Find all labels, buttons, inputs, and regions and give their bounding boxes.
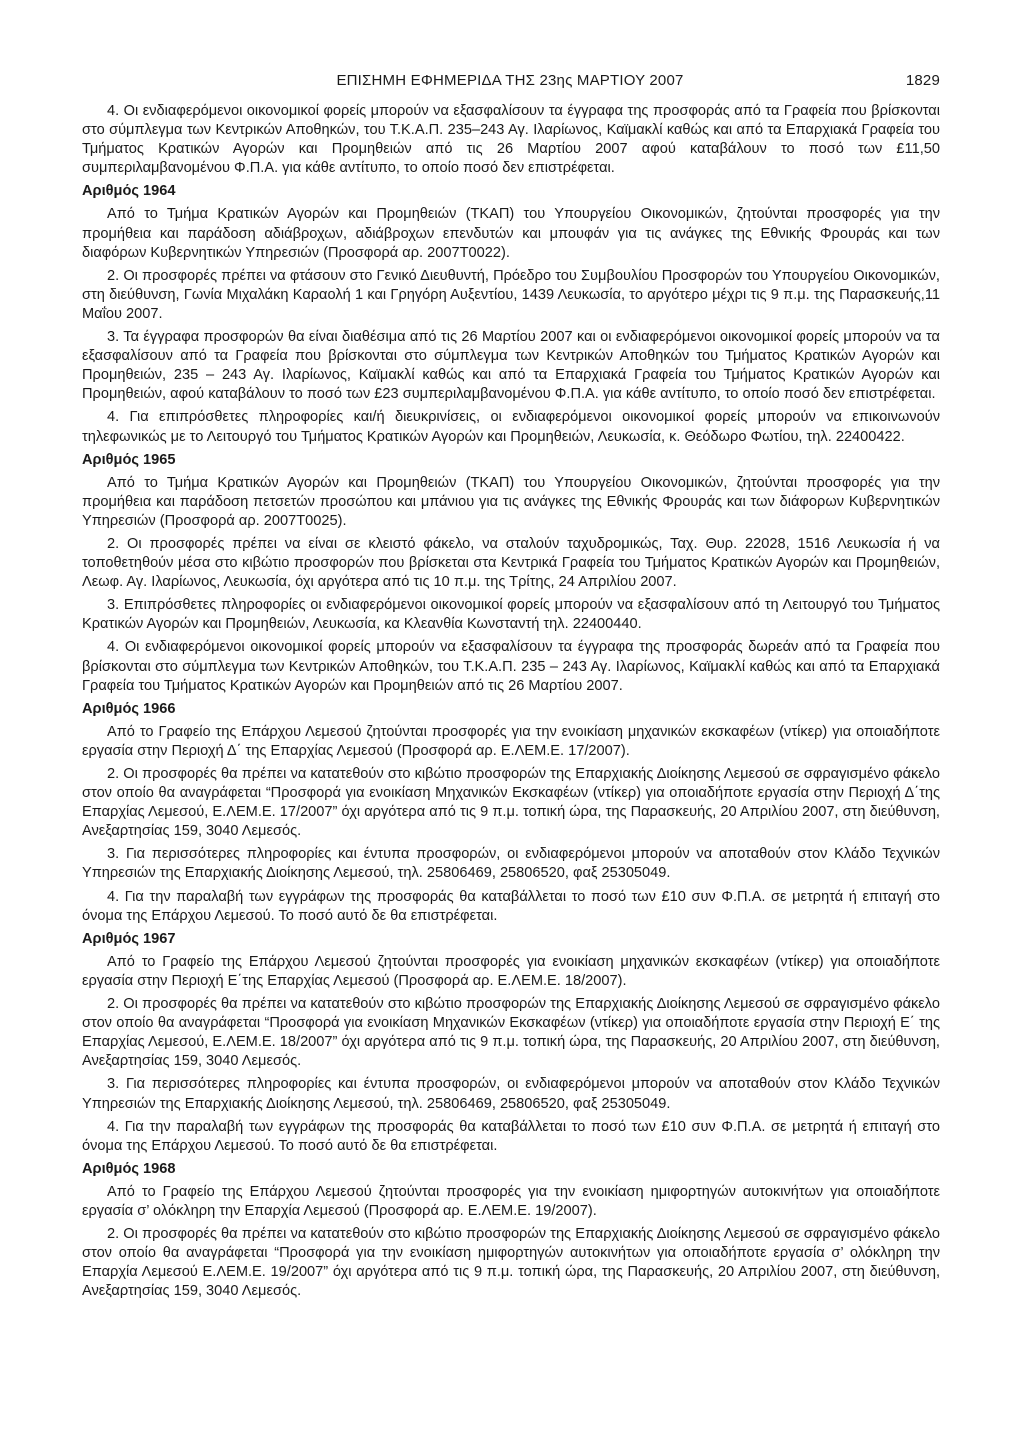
notice-heading: Αριθμός 1966 <box>82 700 176 717</box>
gazette-title: ΕΠΙΣΗΜΗ ΕΦΗΜΕΡΙΔΑ ΤΗΣ 23ης ΜΑΡΤΙΟΥ 2007 <box>336 72 684 89</box>
paragraph: 4. Οι ενδιαφερόμενοι οικονομικοί φορείς μπορούν να εξασφαλίσουν τα έγγραφα της προσφοράς δωρεάν από τα Γραφεία που βρίσκονται στο σύμπλεγμα των Κεντρικών Αποθηκών, του Τ.Κ.Α.Π. 235 – 243 Αγ. Ιλαρίωνος, Καϊμακλί καθώς και από τα Επαρχιακά Γραφεία του Τμήματος Κρατικών Αγορών και Προμηθειών από τις 26 Μαρτίου 2007. <box>82 639 940 694</box>
paragraph: 4. Για την παραλαβή των εγγράφων της προσφοράς θα καταβάλλεται το ποσό των £10 συν Φ.Π.Α. σε μετρητά ή επιταγή στο όνομα της Επάρχου Λεμεσού. Το ποσό αυτό δε θα επιστρέφεται. <box>82 888 940 924</box>
paragraph: Από το Γραφείο της Επάρχου Λεμεσού ζητούνται προσφορές για ενοικίαση μηχανικών εκσκαφέων (ντίκερ) για οποιαδήποτε εργασία στην Περιοχή Ε΄της Επαρχίας Λεμεσού (Προσφορά αρ. Ε.ΛΕΜ.Ε. 18/2007). <box>82 953 940 989</box>
notice-heading: Αριθμός 1965 <box>82 451 176 468</box>
notice-heading: Αριθμός 1967 <box>82 930 176 947</box>
paragraph: Από το Γραφείο της Επάρχου Λεμεσού ζητούνται προσφορές για την ενοικίαση μηχανικών εκσκαφέων (ντίκερ) για οποιαδήποτε εργασία στην Περιοχή Δ΄ της Επαρχίας Λεμεσού (Προσφορά αρ. Ε.ΛΕΜ.Ε. 17/2007). <box>82 723 940 759</box>
paragraph: 4. Οι ενδιαφερόμενοι οικονομικοί φορείς μπορούν να εξασφαλίσουν τα έγγραφα της προσφοράς από τα Γραφεία που βρίσκονται στο σύμπλεγμα των Κεντρικών Αποθηκών, του Τ.Κ.Α.Π. 235–243 Αγ. Ιλαρίωνος, Καϊμακλί καθώς και από τα Επαρχιακά Γραφεία του Τμήματος Κρατικών Αγορών και Προμηθειών από τις 26 Μαρτίου 2007 αφού καταβάλουν το ποσό των £11,50 συμπεριλαμβανομένου Φ.Π.Α. για κάθε αντίτυπο, το οποίο ποσό δεν επιστρέφεται. <box>82 103 940 177</box>
notice-heading: Αριθμός 1964 <box>82 183 176 200</box>
paragraph: 3. Για περισσότερες πληροφορίες και έντυπα προσφορών, οι ενδιαφερόμενοι μπορούν να αποταθούν στον Κλάδο Τεχνικών Υπηρεσιών της Επαρχιακής Διοίκησης Λεμεσού, τηλ. 25806469, 25806520, φαξ 25305049. <box>82 846 940 882</box>
paragraph: Από το Τμήμα Κρατικών Αγορών και Προμηθειών (ΤΚΑΠ) του Υπουργείου Οικονομικών, ζητούνται προσφορές για την προμήθεια και παράδοση πετσετών προσώπου και μπάνιου για τις ανάγκες της Εθνικής Φρουράς και των διάφορων Κυβερνητικών Υπηρεσιών (Προσφορά αρ. 2007Τ0025). <box>82 474 940 529</box>
page-header <box>80 72 940 96</box>
paragraph: 3. Για περισσότερες πληροφορίες και έντυπα προσφορών, οι ενδιαφερόμενοι μπορούν να αποταθούν στον Κλάδο Τεχνικών Υπηρεσιών της Επαρχιακής Διοίκησης Λεμεσού, τηλ. 25806469, 25806520, φαξ 25305049. <box>82 1076 940 1112</box>
paragraph: 4. Για την παραλαβή των εγγράφων της προσφοράς θα καταβάλλεται το ποσό των £10 συν Φ.Π.Α. σε μετρητά ή επιταγή στο όνομα της Επάρχου Λεμεσού. Το ποσό αυτό δε θα επιστρέφεται. <box>82 1118 940 1154</box>
page-number: 1829 <box>905 72 940 89</box>
paragraph: Από το Γραφείο της Επάρχου Λεμεσού ζητούνται προσφορές για την ενοικίαση ημιφορτηγών αυτοκινήτων για οποιαδήποτε εργασία σ’ ολόκληρη την Επαρχία Λεμεσού (Προσφορά αρ. Ε.ΛΕΜ.Ε. 19/2007). <box>82 1183 940 1219</box>
paragraph: Από το Τμήμα Κρατικών Αγορών και Προμηθειών (ΤΚΑΠ) του Υπουργείου Οικονομικών, ζητούνται προσφορές για την προμήθεια και παράδοση αδιάβροχων, αδιάβροχων επενδυτών και μπουφάν για τις ανάγκες της Εθνικής Φρουράς και των διαφόρων Κυβερνητικών Υπηρεσιών (Προσφορά αρ. 2007Τ0022). <box>82 206 940 261</box>
paragraph: 4. Για επιπρόσθετες πληροφορίες και/ή διευκρινίσεις, οι ενδιαφερόμενοι οικονομικοί φορείς μπορούν να επικοινωνούν τηλεφωνικώς με το Λειτουργό του Τμήματος Κρατικών Αγορών και Προμηθειών, Λευκωσία, κ. Θεόδωρο Φωτίου, τηλ. 22400422. <box>82 409 940 445</box>
paragraph: 2. Οι προσφορές θα πρέπει να κατατεθούν στο κιβώτιο προσφορών της Επαρχιακής Διοίκησης Λεμεσού σε σφραγισμένο φάκελο στον οποίο θα αναγράφεται “Προσφορά για την ενοικίαση ημιφορτηγών αυτοκινήτων για οποιαδήποτε εργασία σ’ ολόκληρη την Επαρχία Λεμεσού Ε.ΛΕΜ.Ε. 19/2007” όχι αργότερα από τις 9 π.μ. τοπική ώρα, της Παρασκευής, 20 Απριλίου 2007, στη διεύθυνση, Ανεξαρτησίας 159, 3040 Λεμεσός. <box>82 1226 940 1300</box>
paragraph: 3. Επιπρόσθετες πληροφορίες οι ενδιαφερόμενοι οικονομικοί φορείς μπορούν να εξασφαλίσουν από τη Λειτουργό του Τμήματος Κρατικών Αγορών και Προμηθειών, Λευκωσία, κα Κλεανθία Κωνσταντή τηλ. 22400440. <box>82 597 940 633</box>
paragraph: 2. Οι προσφορές πρέπει να είναι σε κλειστό φάκελο, να σταλούν ταχυδρομικώς, Ταχ. Θυρ. 22028, 1516 Λευκωσία ή να τοποθετηθούν μέσα στο κιβώτιο προσφορών που βρίσκεται στα Κεντρικά Γραφεία του Τμήματος Κρατικών Αγορών και Προμηθειών, Λεωφ. Αγ. Ιλαρίωνος, Λευκωσία, όχι αργότερα από τις 10 π.μ. της Τρίτης, 24 Απριλίου 2007. <box>82 535 940 591</box>
page-content <box>82 102 940 1305</box>
notice-heading: Αριθμός 1968 <box>82 1160 176 1177</box>
paragraph: 2. Οι προσφορές θα πρέπει να κατατεθούν στο κιβώτιο προσφορών της Επαρχιακής Διοίκησης Λεμεσού σε σφραγισμένο φάκελο στον οποίο θα αναγράφεται “Προσφορά για ενοικίαση Μηχανικών Εκσκαφέων (ντίκερ) για οποιαδήποτε εργασία στην Περιοχή Δ΄της Επαρχίας Λεμεσού, Ε.ΛΕΜ.Ε. 17/2007” όχι αργότερα από τις 9 π.μ. τοπική ώρα, της Παρασκευής, 20 Απριλίου 2007, στη διεύθυνση, Ανεξαρτησίας 159, 3040 Λεμεσός. <box>82 766 940 840</box>
paragraph: 2. Οι προσφορές θα πρέπει να κατατεθούν στο κιβώτιο προσφορών της Επαρχιακής Διοίκησης Λεμεσού σε σφραγισμένο φάκελο στον οποίο θα αναγράφεται “Προσφορά για ενοικίαση Μηχανικών Εκσκαφέων (ντίκερ) για οποιαδήποτε εργασία στην Περιοχή Ε΄ της Επαρχίας Λεμεσού, Ε.ΛΕΜ.Ε. 18/2007” όχι αργότερα από τις 9 π.μ. τοπική ώρα, της Παρασκευής, 20 Απριλίου 2007, στη διεύθυνση, Ανεξαρτησίας 159, 3040 Λεμεσός. <box>82 996 940 1070</box>
paragraph: 2. Οι προσφορές πρέπει να φτάσουν στο Γενικό Διευθυντή, Πρόεδρο του Συμβουλίου Προσφορών του Υπουργείου Οικονομικών, στη διεύθυνση, Γωνία Μιχαλάκη Καραολή 1 και Γρηγόρη Αυξεντίου, 1439 Λευκωσία, το αργότερο μέχρι τις 9 π.μ. της Παρασκευής,11 Μαΐου 2007. <box>82 267 940 322</box>
paragraph: 3. Τα έγγραφα προσφορών θα είναι διαθέσιμα από τις 26 Μαρτίου 2007 και οι ενδιαφερόμενοι οικονομικοί φορείς μπορούν να τα εξασφαλίσουν από τα Γραφεία που βρίσκονται στο σύμπλεγμα των Κεντρικών Αποθηκών του Τμήματος Κρατικών Αγορών και Προμηθειών, 235 – 243 Αγ. Ιλαρίωνος, Καϊμακλί καθώς και από τα Επαρχιακά Γραφεία του Τμήματος Κρατικών Αγορών και Προμηθειών, αφού καταβάλουν το ποσό των £23 συμπεριλαμβανομένου Φ.Π.Α. για κάθε αντίτυπο, το οποίο ποσό δεν επιστρέφεται. <box>82 329 940 403</box>
